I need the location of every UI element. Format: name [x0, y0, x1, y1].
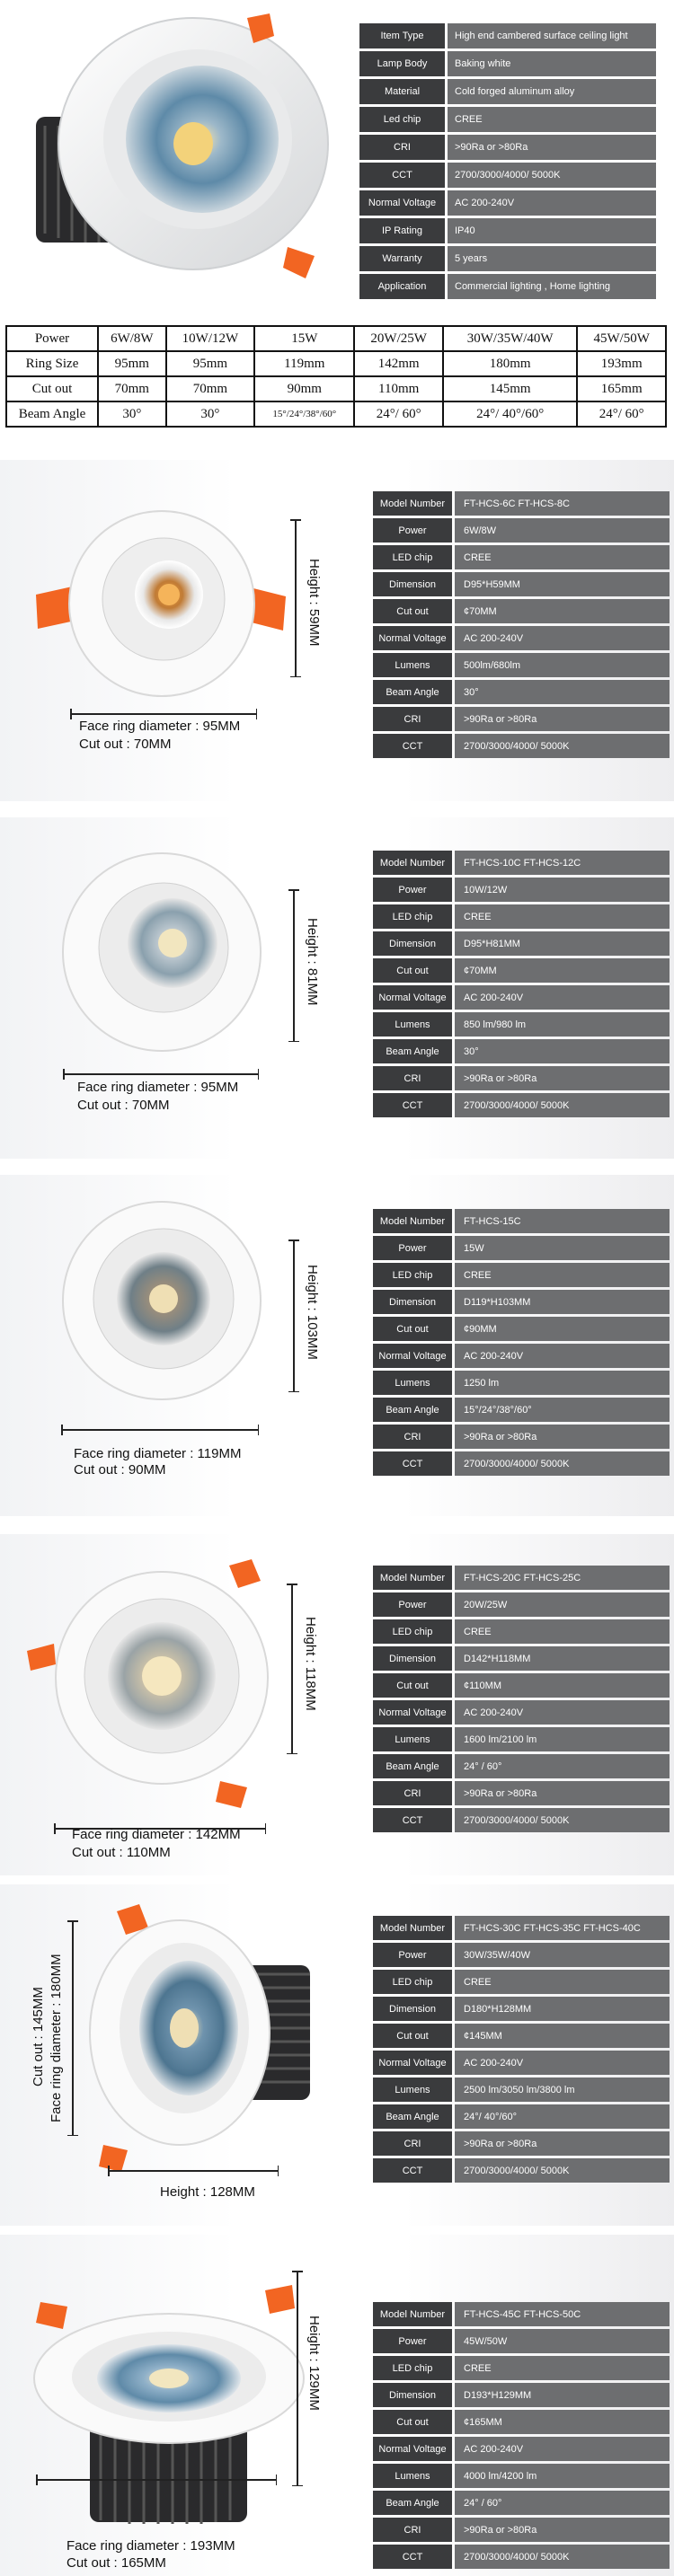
- spec-row: [373, 2518, 670, 2542]
- model-spec-table: [373, 851, 670, 1120]
- width-dimension-line: [61, 1429, 259, 1431]
- spec-value: D180*H128MM: [455, 1997, 670, 2021]
- spec-row: [373, 1039, 670, 1063]
- spec-row: [359, 23, 656, 49]
- spec-value: High end cambered surface ceiling light: [448, 23, 656, 49]
- spec-key: CCT: [359, 163, 445, 188]
- spec-value: 45W/50W: [455, 2329, 670, 2353]
- spec-key: Beam Angle: [373, 1754, 452, 1778]
- spec-key: CRI: [373, 1066, 452, 1090]
- spec-value: FT-HCS-45C FT-HCS-50C: [455, 2302, 670, 2326]
- spec-key: Warranty: [359, 246, 445, 271]
- spring-clip: [216, 1781, 247, 1808]
- spec-row: [373, 1209, 670, 1233]
- spec-key: Power: [373, 2329, 452, 2353]
- spec-key: Normal Voltage: [373, 985, 452, 1010]
- spec-row: [373, 1566, 670, 1590]
- spec-row: [373, 2356, 670, 2380]
- spec-value: CREE: [455, 1263, 670, 1287]
- spec-value: >90Ra or >80Ra: [455, 1781, 670, 1805]
- face-ring-label: Face ring diameter : 193MM: [67, 2538, 235, 2554]
- table-cell: 30°: [98, 401, 166, 427]
- table-cell: 20W/25W: [354, 326, 443, 351]
- spec-row: [373, 1943, 670, 1967]
- spec-row: [373, 1451, 670, 1476]
- spec-value: ¢110MM: [455, 1673, 670, 1698]
- spec-row: [373, 599, 670, 623]
- spec-key: LED chip: [373, 1619, 452, 1644]
- spec-row: [373, 1781, 670, 1805]
- table-cell: 30W/35W/40W: [443, 326, 577, 351]
- spec-key: Cut out: [373, 599, 452, 623]
- spec-value: FT-HCS-20C FT-HCS-25C: [455, 1566, 670, 1590]
- spec-row: [373, 878, 670, 902]
- spec-value: 24° / 60°: [455, 2491, 670, 2515]
- spec-row: [373, 1592, 670, 1617]
- spec-value: 1600 lm/2100 lm: [455, 1727, 670, 1751]
- spec-row: [373, 1997, 670, 2021]
- spec-row: [373, 1808, 670, 1832]
- spec-value: Commercial lighting , Home lighting: [448, 274, 656, 299]
- spec-value: >90Ra or >80Ra: [455, 2131, 670, 2156]
- spec-row: [373, 1317, 670, 1341]
- height-dimension-line: [293, 1239, 295, 1392]
- spec-value: D119*H103MM: [455, 1290, 670, 1314]
- spec-key: LED chip: [373, 2356, 452, 2380]
- spec-value: 10W/12W: [455, 878, 670, 902]
- table-row: [6, 351, 666, 376]
- spec-row: [373, 2464, 670, 2488]
- spec-key: Model Number: [373, 851, 452, 875]
- spec-key: Cut out: [373, 1673, 452, 1698]
- table-cell: 165mm: [577, 376, 666, 401]
- model-section-15w: [0, 1175, 674, 1516]
- table-cell: 24°/ 40°/60°: [443, 401, 577, 427]
- row-header: Beam Angle: [6, 401, 98, 427]
- spec-key: CCT: [373, 1808, 452, 1832]
- spec-value: IP40: [448, 218, 656, 243]
- row-header: Ring Size: [6, 351, 98, 376]
- overview-spec-table: [359, 23, 656, 302]
- spec-key: Beam Angle: [373, 2104, 452, 2129]
- model-section-6w-8w: [0, 460, 674, 801]
- spec-key: Cut out: [373, 2024, 452, 2048]
- spec-key: Model Number: [373, 1566, 452, 1590]
- table-cell: 95mm: [166, 351, 255, 376]
- spec-row: [359, 107, 656, 132]
- spec-row: [373, 1619, 670, 1644]
- spec-key: Normal Voltage: [373, 1700, 452, 1725]
- spec-row: [373, 491, 670, 516]
- cut-out-label: Cut out : 70MM: [77, 1098, 170, 1113]
- width-dimension-line: [70, 713, 257, 715]
- spec-key: CRI: [373, 2131, 452, 2156]
- spec-key: Dimension: [373, 1997, 452, 2021]
- spec-row: [373, 851, 670, 875]
- height-label: Height : 59MM: [306, 559, 322, 647]
- hero-downlight-image: [18, 9, 341, 296]
- spec-key: CCT: [373, 1451, 452, 1476]
- spec-value: ¢165MM: [455, 2410, 670, 2434]
- spec-key: LED chip: [373, 904, 452, 929]
- spec-value: D95*H59MM: [455, 572, 670, 596]
- spec-key: Beam Angle: [373, 2491, 452, 2515]
- table-row: [6, 326, 666, 351]
- spec-value: 15W: [455, 1236, 670, 1260]
- cut-out-label: Cut out : 110MM: [72, 1845, 171, 1860]
- model-spec-table: [373, 1566, 670, 1835]
- spec-key: Model Number: [373, 2302, 452, 2326]
- spec-key: Dimension: [373, 1290, 452, 1314]
- spec-value: FT-HCS-6C FT-HCS-8C: [455, 491, 670, 516]
- spec-key: Led chip: [359, 107, 445, 132]
- spec-key: Normal Voltage: [373, 2051, 452, 2075]
- spec-value: CREE: [455, 1970, 670, 1994]
- spec-value: >90Ra or >80Ra: [455, 707, 670, 731]
- spec-row: [373, 680, 670, 704]
- model-spec-table: [373, 1916, 670, 2185]
- face-ring-label: Face ring diameter : 95MM: [79, 719, 241, 734]
- table-cell: 110mm: [354, 376, 443, 401]
- spec-value: CREE: [448, 107, 656, 132]
- spec-key: Application: [359, 274, 445, 299]
- table-cell: 6W/8W: [98, 326, 166, 351]
- spec-value: ¢145MM: [455, 2024, 670, 2048]
- spec-key: Model Number: [373, 491, 452, 516]
- spec-value: FT-HCS-30C FT-HCS-35C FT-HCS-40C: [455, 1916, 670, 1940]
- spec-row: [359, 190, 656, 216]
- height-dimension-line: [297, 2271, 298, 2486]
- face-ring-label: Face ring diameter : 95MM: [77, 1080, 239, 1095]
- spec-key: CRI: [373, 707, 452, 731]
- spec-key: Material: [359, 79, 445, 104]
- spec-key: LED chip: [373, 1970, 452, 1994]
- table-cell: 119mm: [254, 351, 354, 376]
- spring-clip: [229, 1559, 261, 1588]
- model-section-45w-50w: [0, 2235, 674, 2576]
- face-ring-label: Face ring diameter : 142MM: [72, 1827, 241, 1842]
- spec-key: Cut out: [373, 958, 452, 983]
- spec-row: [373, 2545, 670, 2569]
- spec-value: CREE: [455, 2356, 670, 2380]
- spec-value: AC 200-240V: [455, 985, 670, 1010]
- spec-row: [373, 2491, 670, 2515]
- spring-clip: [265, 2285, 295, 2314]
- spec-row: [373, 626, 670, 650]
- spec-key: Dimension: [373, 2383, 452, 2407]
- spec-key: Beam Angle: [373, 1039, 452, 1063]
- spec-value: 24°/ 40°/60°: [455, 2104, 670, 2129]
- spec-row: [373, 572, 670, 596]
- table-cell: 30°: [166, 401, 255, 427]
- spec-value: 4000 lm/4200 lm: [455, 2464, 670, 2488]
- spec-value: 2700/3000/4000/ 5000K: [455, 734, 670, 758]
- spec-row: [373, 707, 670, 731]
- spec-row: [373, 545, 670, 569]
- size-comparison-table: [5, 325, 667, 428]
- cut-out-label: Cut out : 165MM: [67, 2555, 166, 2571]
- spec-value: 30°: [455, 680, 670, 704]
- table-cell: 70mm: [98, 376, 166, 401]
- height-dimension-line: [72, 1920, 74, 2136]
- spec-row: [373, 1263, 670, 1287]
- spec-value: 6W/8W: [455, 518, 670, 543]
- height-dimension-line: [293, 889, 295, 1042]
- spec-key: Lumens: [373, 2464, 452, 2488]
- spec-key: Normal Voltage: [359, 190, 445, 216]
- height-label: Height : 128MM: [160, 2184, 255, 2200]
- model-spec-table: [373, 491, 670, 761]
- model-spec-table: [373, 2302, 670, 2572]
- height-label: Height : 103MM: [305, 1265, 320, 1360]
- spec-row: [373, 1344, 670, 1368]
- spec-row: [373, 1970, 670, 1994]
- table-cell: 180mm: [443, 351, 577, 376]
- row-header: Power: [6, 326, 98, 351]
- spec-row: [373, 985, 670, 1010]
- spec-key: Cut out: [373, 2410, 452, 2434]
- spec-row: [373, 1646, 670, 1671]
- table-cell: 24°/ 60°: [354, 401, 443, 427]
- spec-row: [373, 2437, 670, 2461]
- spec-row: [373, 1012, 670, 1037]
- model-section-20w-25w: [0, 1534, 674, 1875]
- spec-key: Dimension: [373, 931, 452, 956]
- spec-row: [359, 135, 656, 160]
- spec-row: [373, 1916, 670, 1940]
- spec-value: Cold forged aluminum alloy: [448, 79, 656, 104]
- spec-key: Power: [373, 878, 452, 902]
- spec-row: [373, 958, 670, 983]
- downlight-image: [0, 2235, 359, 2576]
- spec-value: 1250 lm: [455, 1371, 670, 1395]
- spring-clip: [36, 2302, 67, 2329]
- spec-value: AC 200-240V: [455, 2051, 670, 2075]
- spec-key: Beam Angle: [373, 680, 452, 704]
- spec-value: 2500 lm/3050 lm/3800 lm: [455, 2078, 670, 2102]
- spec-value: 2700/3000/4000/ 5000K: [455, 2158, 670, 2183]
- width-dimension-line: [108, 2170, 279, 2172]
- spec-row: [373, 1093, 670, 1117]
- spec-value: 2700/3000/4000/ 5000K: [448, 163, 656, 188]
- spec-value: FT-HCS-15C: [455, 1209, 670, 1233]
- spec-value: 15°/24°/38°/60°: [455, 1398, 670, 1422]
- spec-row: [359, 246, 656, 271]
- spec-key: CRI: [373, 1425, 452, 1449]
- table-row: [6, 376, 666, 401]
- spec-value: AC 200-240V: [455, 1344, 670, 1368]
- spec-row: [373, 1425, 670, 1449]
- spec-key: Normal Voltage: [373, 1344, 452, 1368]
- spec-value: AC 200-240V: [448, 190, 656, 216]
- spec-value: AC 200-240V: [455, 626, 670, 650]
- spec-key: CRI: [359, 135, 445, 160]
- spec-key: Dimension: [373, 1646, 452, 1671]
- spec-value: 2700/3000/4000/ 5000K: [455, 1808, 670, 1832]
- spec-row: [373, 518, 670, 543]
- overview-section: [0, 0, 674, 314]
- spec-key: CCT: [373, 2158, 452, 2183]
- table-cell: 193mm: [577, 351, 666, 376]
- spec-value: 850 lm/980 lm: [455, 1012, 670, 1037]
- spec-key: Lumens: [373, 1012, 452, 1037]
- spec-row: [359, 51, 656, 76]
- spec-key: Power: [373, 1943, 452, 1967]
- table-cell: 10W/12W: [166, 326, 255, 351]
- spec-row: [373, 653, 670, 677]
- spec-row: [373, 2410, 670, 2434]
- spec-key: CCT: [373, 2545, 452, 2569]
- spec-value: 5 years: [448, 246, 656, 271]
- model-section-30w-40w: [0, 1884, 674, 2226]
- spec-row: [373, 1673, 670, 1698]
- spec-key: Lumens: [373, 1727, 452, 1751]
- spec-key: Lumens: [373, 2078, 452, 2102]
- height-dimension-line: [291, 1584, 293, 1754]
- row-header: Cut out: [6, 376, 98, 401]
- face-ring-label: Face ring diameter : 180MM: [49, 1954, 64, 2122]
- cut-out-label: Cut out : 145MM: [31, 1987, 46, 2086]
- spec-key: Cut out: [373, 1317, 452, 1341]
- spec-key: Item Type: [359, 23, 445, 49]
- spec-row: [359, 274, 656, 299]
- spec-value: 24° / 60°: [455, 1754, 670, 1778]
- spec-key: Lumens: [373, 1371, 452, 1395]
- spec-row: [373, 1290, 670, 1314]
- spring-clip: [283, 247, 315, 278]
- spec-row: [373, 2051, 670, 2075]
- spec-value: ¢90MM: [455, 1317, 670, 1341]
- table-cell: 15°/24°/38°/60°: [254, 401, 354, 427]
- spec-key: Lumens: [373, 653, 452, 677]
- spec-key: Normal Voltage: [373, 2437, 452, 2461]
- spec-value: 2700/3000/4000/ 5000K: [455, 2545, 670, 2569]
- spec-key: Dimension: [373, 572, 452, 596]
- spec-value: D142*H118MM: [455, 1646, 670, 1671]
- spec-value: Baking white: [448, 51, 656, 76]
- spec-row: [373, 1398, 670, 1422]
- spec-value: FT-HCS-10C FT-HCS-12C: [455, 851, 670, 875]
- spec-row: [373, 2131, 670, 2156]
- spec-row: [359, 218, 656, 243]
- model-section-10w-12w: [0, 817, 674, 1159]
- spec-row: [373, 1700, 670, 1725]
- height-label: Height : 81MM: [305, 918, 320, 1006]
- width-dimension-line: [36, 2479, 277, 2481]
- spec-key: Lamp Body: [359, 51, 445, 76]
- spec-value: D95*H81MM: [455, 931, 670, 956]
- spec-key: CCT: [373, 1093, 452, 1117]
- spec-value: 2700/3000/4000/ 5000K: [455, 1093, 670, 1117]
- table-cell: 145mm: [443, 376, 577, 401]
- spec-key: CRI: [373, 1781, 452, 1805]
- face-ring-label: Face ring diameter : 119MM: [74, 1446, 242, 1461]
- spec-row: [373, 1371, 670, 1395]
- spec-key: LED chip: [373, 545, 452, 569]
- spec-value: ¢70MM: [455, 958, 670, 983]
- spec-value: 20W/25W: [455, 1592, 670, 1617]
- spec-row: [373, 2383, 670, 2407]
- spec-value: CREE: [455, 904, 670, 929]
- table-cell: 142mm: [354, 351, 443, 376]
- spring-clip: [27, 1644, 56, 1671]
- spec-key: CRI: [373, 2518, 452, 2542]
- spec-value: 30°: [455, 1039, 670, 1063]
- table-cell: 45W/50W: [577, 326, 666, 351]
- spec-value: 30W/35W/40W: [455, 1943, 670, 1967]
- spec-key: LED chip: [373, 1263, 452, 1287]
- spec-row: [373, 1066, 670, 1090]
- table-cell: 24°/ 60°: [577, 401, 666, 427]
- height-label: Height : 118MM: [303, 1617, 318, 1711]
- spring-clip: [99, 2145, 128, 2172]
- spec-row: [373, 2104, 670, 2129]
- table-cell: 15W: [254, 326, 354, 351]
- spec-key: Normal Voltage: [373, 626, 452, 650]
- spec-row: [373, 931, 670, 956]
- height-dimension-line: [295, 519, 297, 677]
- spec-row: [373, 734, 670, 758]
- cut-out-label: Cut out : 70MM: [79, 737, 172, 752]
- spec-row: [373, 904, 670, 929]
- spec-row: [373, 1236, 670, 1260]
- spec-row: [373, 2302, 670, 2326]
- downlight-image: [0, 460, 359, 801]
- spec-key: Power: [373, 518, 452, 543]
- spec-row: [373, 2024, 670, 2048]
- spec-value: AC 200-240V: [455, 1700, 670, 1725]
- spec-row: [359, 79, 656, 104]
- height-label: Height : 129MM: [306, 2316, 322, 2411]
- spec-key: Power: [373, 1592, 452, 1617]
- spec-key: CCT: [373, 734, 452, 758]
- spec-key: Beam Angle: [373, 1398, 452, 1422]
- spec-row: [373, 2329, 670, 2353]
- table-cell: 90mm: [254, 376, 354, 401]
- spec-value: 2700/3000/4000/ 5000K: [455, 1451, 670, 1476]
- spec-value: >90Ra or >80Ra: [448, 135, 656, 160]
- width-dimension-line: [63, 1073, 259, 1075]
- spec-value: >90Ra or >80Ra: [455, 1066, 670, 1090]
- spec-value: CREE: [455, 545, 670, 569]
- table-cell: 70mm: [166, 376, 255, 401]
- spec-row: [373, 2078, 670, 2102]
- cut-out-label: Cut out : 90MM: [74, 1462, 166, 1478]
- spec-row: [373, 2158, 670, 2183]
- spec-value: 500lm/680lm: [455, 653, 670, 677]
- spec-key: Model Number: [373, 1209, 452, 1233]
- table-row: [6, 401, 666, 427]
- model-spec-table: [373, 1209, 670, 1478]
- spec-row: [373, 1727, 670, 1751]
- spec-row: [359, 163, 656, 188]
- spec-value: >90Ra or >80Ra: [455, 1425, 670, 1449]
- spec-row: [373, 1754, 670, 1778]
- spec-value: D193*H129MM: [455, 2383, 670, 2407]
- spec-value: >90Ra or >80Ra: [455, 2518, 670, 2542]
- spec-key: Model Number: [373, 1916, 452, 1940]
- spec-value: CREE: [455, 1619, 670, 1644]
- spec-value: AC 200-240V: [455, 2437, 670, 2461]
- spec-value: ¢70MM: [455, 599, 670, 623]
- table-cell: 95mm: [98, 351, 166, 376]
- spec-key: IP Rating: [359, 218, 445, 243]
- spec-key: Power: [373, 1236, 452, 1260]
